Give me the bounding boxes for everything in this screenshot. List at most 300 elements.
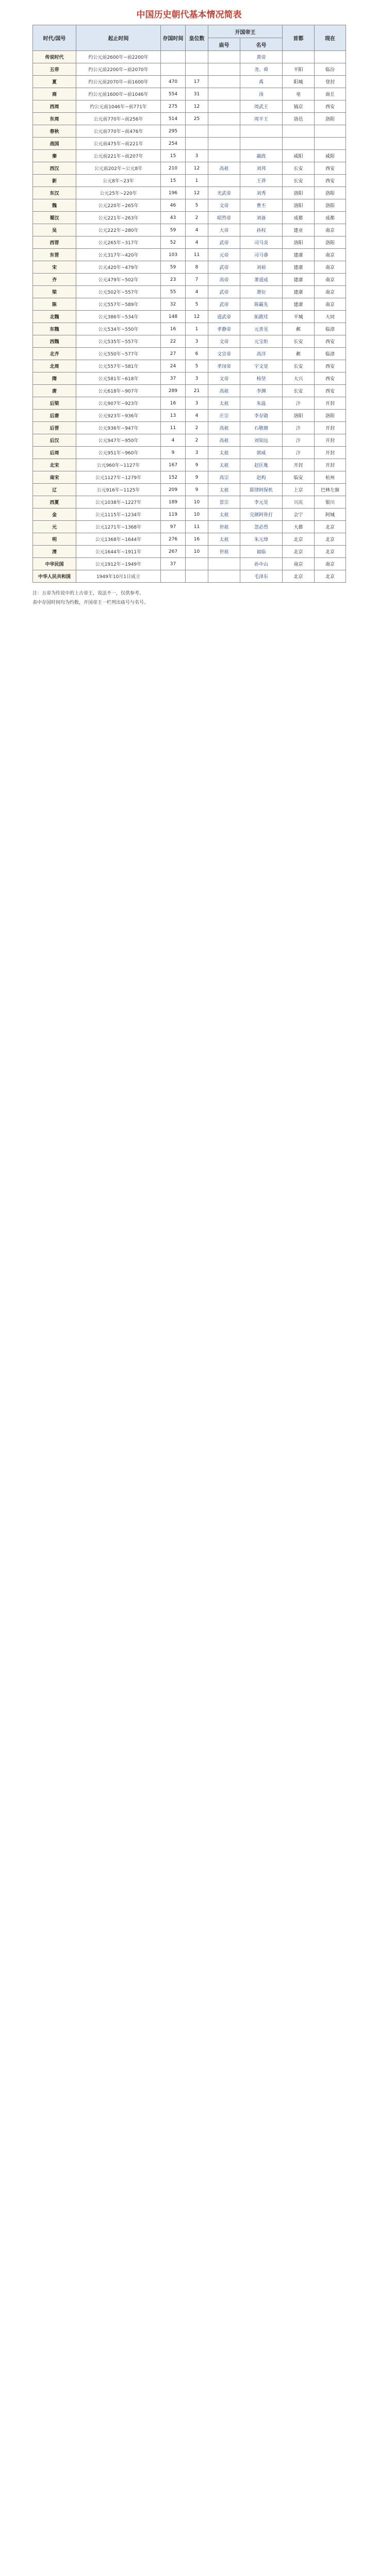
row-time: 公元前770年~前256年 [76, 113, 161, 125]
table-row [33, 162, 346, 175]
row-era: 南宋 [33, 471, 76, 484]
row-founder: 李渊 [240, 385, 283, 397]
row-era: 北齐 [33, 348, 76, 360]
row-time: 公元1271年~1368年 [76, 521, 161, 533]
row-time: 公元1127年~1279年 [76, 471, 161, 484]
row-temple-name: 太祖 [208, 397, 240, 410]
row-now: 北京 [315, 521, 346, 533]
row-temple-name: 高宗 [208, 471, 240, 484]
row-temple-name: 高祖 [208, 162, 240, 175]
row-era: 东汉 [33, 187, 76, 199]
row-time: 公元420年~479年 [76, 261, 161, 274]
row-now: 阿城 [315, 509, 346, 521]
row-temple-name [208, 558, 240, 570]
row-temple-name [208, 175, 240, 187]
row-duration: 9 [161, 447, 186, 459]
table-row [33, 323, 346, 335]
row-rulers: 4 [186, 224, 208, 236]
row-capital: 洛阳 [283, 187, 315, 199]
row-era: 后汉 [33, 434, 76, 447]
row-temple-name: 武帝 [208, 261, 240, 274]
row-duration: 55 [161, 286, 186, 298]
row-duration: 15 [161, 150, 186, 162]
row-temple-name: 孝闵帝 [208, 360, 240, 372]
row-time: 公元907年~923年 [76, 397, 161, 410]
row-time: 公元502年~557年 [76, 286, 161, 298]
row-temple-name [208, 100, 240, 113]
row-founder: 石敬瑭 [240, 422, 283, 434]
row-now: 洛阳 [315, 187, 346, 199]
row-time: 公元479年~502年 [76, 274, 161, 286]
row-duration: 13 [161, 410, 186, 422]
row-rulers: 4 [186, 410, 208, 422]
row-temple-name: 孝静帝 [208, 323, 240, 335]
row-rulers: 3 [186, 397, 208, 410]
table-row [33, 199, 346, 212]
row-capital: 平城 [283, 311, 315, 323]
row-founder [240, 138, 283, 150]
header-temple-name: 庙号 [208, 38, 240, 51]
row-rulers: 10 [186, 509, 208, 521]
table-row [33, 422, 346, 434]
row-rulers: 5 [186, 360, 208, 372]
row-founder: 孙权 [240, 224, 283, 236]
row-duration [161, 63, 186, 76]
row-founder: 陈霸先 [240, 298, 283, 311]
row-now: 杭州 [315, 471, 346, 484]
row-duration: 276 [161, 533, 186, 546]
row-era: 西周 [33, 100, 76, 113]
row-era: 北周 [33, 360, 76, 372]
header-era: 时代/国号 [33, 25, 76, 51]
row-capital: 建康 [283, 286, 315, 298]
row-duration: 59 [161, 224, 186, 236]
row-founder: 朱温 [240, 397, 283, 410]
row-time: 约公元前2600年~前2200年 [76, 51, 161, 63]
row-now: 临漳 [315, 348, 346, 360]
row-temple-name: 武帝 [208, 286, 240, 298]
table-row [33, 138, 346, 150]
row-time: 公元947年~950年 [76, 434, 161, 447]
row-now: 银川 [315, 496, 346, 509]
row-rulers: 1 [186, 323, 208, 335]
table-row [33, 274, 346, 286]
row-capital: 咸阳 [283, 150, 315, 162]
table-row [33, 150, 346, 162]
row-rulers: 3 [186, 150, 208, 162]
row-now: 南京 [315, 261, 346, 274]
row-rulers: 11 [186, 249, 208, 261]
row-now: 南京 [315, 249, 346, 261]
row-era: 西魏 [33, 335, 76, 348]
row-rulers: 2 [186, 212, 208, 224]
row-time: 公元386年~534年 [76, 311, 161, 323]
row-temple-name [208, 138, 240, 150]
row-now: 洛阳 [315, 199, 346, 212]
row-temple-name [208, 150, 240, 162]
row-capital: 汴 [283, 397, 315, 410]
row-duration: 23 [161, 274, 186, 286]
row-era: 商 [33, 88, 76, 100]
row-now: 南京 [315, 558, 346, 570]
header-personal-name: 名号 [240, 38, 283, 51]
row-capital: 长安 [283, 360, 315, 372]
row-founder: 刘邦 [240, 162, 283, 175]
row-time: 公元前221年~前207年 [76, 150, 161, 162]
row-era: 五帝 [33, 63, 76, 76]
row-era: 后梁 [33, 397, 76, 410]
row-duration: 275 [161, 100, 186, 113]
row-duration: 46 [161, 199, 186, 212]
row-time: 公元535年~557年 [76, 335, 161, 348]
row-founder: 元宝炬 [240, 335, 283, 348]
row-capital: 大兴 [283, 372, 315, 385]
row-temple-name [208, 88, 240, 100]
row-capital: 临安 [283, 471, 315, 484]
row-duration: 24 [161, 360, 186, 372]
row-founder: 禹 [240, 76, 283, 88]
row-duration: 289 [161, 385, 186, 397]
row-capital: 长安 [283, 162, 315, 175]
row-temple-name: 太祖 [208, 533, 240, 546]
row-time: 公元265年~317年 [76, 236, 161, 249]
row-now: 开封 [315, 397, 346, 410]
table-row [33, 51, 346, 63]
row-founder: 拓跋珪 [240, 311, 283, 323]
row-time: 公元951年~960年 [76, 447, 161, 459]
row-now: 北京 [315, 533, 346, 546]
table-row [33, 521, 346, 533]
table-row [33, 397, 346, 410]
header-capital: 首都 [283, 25, 315, 51]
table-row [33, 63, 346, 76]
row-capital: 邺 [283, 348, 315, 360]
row-rulers: 9 [186, 484, 208, 496]
row-rulers: 16 [186, 533, 208, 546]
table-row [33, 471, 346, 484]
row-era: 唐 [33, 385, 76, 397]
row-rulers [186, 558, 208, 570]
row-now: 开封 [315, 434, 346, 447]
row-time: 公元8年~23年 [76, 175, 161, 187]
row-era: 西夏 [33, 496, 76, 509]
row-temple-name: 高祖 [208, 434, 240, 447]
table-row [33, 335, 346, 348]
row-time: 公元317年~420年 [76, 249, 161, 261]
row-capital: 建康 [283, 261, 315, 274]
row-founder: 刘裕 [240, 261, 283, 274]
row-now: 北京 [315, 546, 346, 558]
row-temple-name: 太祖 [208, 509, 240, 521]
header-time: 起止时间 [76, 25, 161, 51]
row-time: 公元1368年~1644年 [76, 533, 161, 546]
row-now: 西安 [315, 162, 346, 175]
row-duration: 210 [161, 162, 186, 175]
row-rulers: 3 [186, 372, 208, 385]
row-duration: 22 [161, 335, 186, 348]
row-era: 战国 [33, 138, 76, 150]
row-duration: 32 [161, 298, 186, 311]
row-time: 公元923年~936年 [76, 410, 161, 422]
row-now [315, 51, 346, 63]
row-time: 公元534年~550年 [76, 323, 161, 335]
row-capital: 镐京 [283, 100, 315, 113]
row-now: 南京 [315, 286, 346, 298]
row-now: 开封 [315, 422, 346, 434]
row-temple-name: 庄宗 [208, 410, 240, 422]
row-temple-name: 世祖 [208, 546, 240, 558]
row-time: 公元936年~947年 [76, 422, 161, 434]
table-row [33, 484, 346, 496]
row-era: 辽 [33, 484, 76, 496]
row-duration: 59 [161, 261, 186, 274]
row-founder: 元善见 [240, 323, 283, 335]
row-duration: 37 [161, 558, 186, 570]
row-rulers: 31 [186, 88, 208, 100]
row-capital: 大都 [283, 521, 315, 533]
row-duration: 16 [161, 397, 186, 410]
row-era: 隋 [33, 372, 76, 385]
row-rulers: 5 [186, 298, 208, 311]
row-time: 公元1115年~1234年 [76, 509, 161, 521]
row-time: 公元960年~1127年 [76, 459, 161, 471]
dynasty-table [32, 25, 346, 583]
table-row [33, 558, 346, 570]
row-temple-name: 文帝 [208, 199, 240, 212]
row-time: 公元前202年~公元8年 [76, 162, 161, 175]
row-temple-name: 武帝 [208, 298, 240, 311]
row-era: 秦 [33, 150, 76, 162]
row-era: 吴 [33, 224, 76, 236]
row-rulers [186, 125, 208, 138]
table-row [33, 88, 346, 100]
row-founder: 郭威 [240, 447, 283, 459]
row-rulers [186, 51, 208, 63]
row-capital: 长安 [283, 385, 315, 397]
table-row [33, 236, 346, 249]
row-temple-name: 大帝 [208, 224, 240, 236]
row-rulers [186, 138, 208, 150]
row-era: 西汉 [33, 162, 76, 175]
row-era: 后唐 [33, 410, 76, 422]
row-rulers: 5 [186, 199, 208, 212]
row-founder: 汤 [240, 88, 283, 100]
row-capital: 南京 [283, 558, 315, 570]
row-era: 金 [33, 509, 76, 521]
row-rulers: 10 [186, 546, 208, 558]
row-rulers [186, 570, 208, 583]
row-time: 公元前770年~前476年 [76, 125, 161, 138]
row-rulers: 17 [186, 76, 208, 88]
row-era: 东晋 [33, 249, 76, 261]
row-duration: 470 [161, 76, 186, 88]
row-duration: 16 [161, 323, 186, 335]
row-temple-name [208, 125, 240, 138]
row-founder: 周武王 [240, 100, 283, 113]
row-temple-name: 太祖 [208, 459, 240, 471]
row-era: 明 [33, 533, 76, 546]
table-body [33, 51, 346, 583]
row-temple-name [208, 570, 240, 583]
row-era: 蜀汉 [33, 212, 76, 224]
row-founder: 刘备 [240, 212, 283, 224]
table-row [33, 175, 346, 187]
row-time: 公元916年~1125年 [76, 484, 161, 496]
table-row [33, 224, 346, 236]
table-row [33, 113, 346, 125]
table-row [33, 546, 346, 558]
table-row [33, 261, 346, 274]
table-row [33, 385, 346, 397]
row-era: 传说时代 [33, 51, 76, 63]
table-row [33, 348, 346, 360]
row-rulers: 25 [186, 113, 208, 125]
row-rulers: 9 [186, 459, 208, 471]
footnotes [32, 589, 346, 607]
row-temple-name: 道武帝 [208, 311, 240, 323]
row-now: 西安 [315, 175, 346, 187]
row-capital: 会宁 [283, 509, 315, 521]
table-row [33, 125, 346, 138]
row-founder: 司马睿 [240, 249, 283, 261]
row-founder: 福临 [240, 546, 283, 558]
row-era: 新 [33, 175, 76, 187]
row-rulers: 1 [186, 175, 208, 187]
row-now: 临汾 [315, 63, 346, 76]
row-founder: 萧道成 [240, 274, 283, 286]
row-era: 西晋 [33, 236, 76, 249]
row-rulers: 10 [186, 496, 208, 509]
row-capital: 汴 [283, 447, 315, 459]
row-time: 约公元前2200年~前2070年 [76, 63, 161, 76]
row-era: 陈 [33, 298, 76, 311]
table-row [33, 360, 346, 372]
row-now: 成都 [315, 212, 346, 224]
row-capital: 建康 [283, 298, 315, 311]
row-rulers: 2 [186, 434, 208, 447]
row-founder: 赵匡胤 [240, 459, 283, 471]
row-era: 后晋 [33, 422, 76, 434]
row-now: 开封 [315, 459, 346, 471]
row-capital: 北京 [283, 546, 315, 558]
row-temple-name: 太祖 [208, 484, 240, 496]
row-founder: 黄帝 [240, 51, 283, 63]
row-capital [283, 138, 315, 150]
row-founder: 萧衍 [240, 286, 283, 298]
row-temple-name: 文宣帝 [208, 348, 240, 360]
row-now: 商丘 [315, 88, 346, 100]
row-temple-name: 文帝 [208, 335, 240, 348]
row-time: 公元221年~263年 [76, 212, 161, 224]
row-rulers: 12 [186, 100, 208, 113]
row-rulers: 12 [186, 187, 208, 199]
row-founder: 孙中山 [240, 558, 283, 570]
row-capital: 洛阳 [283, 410, 315, 422]
row-temple-name [208, 76, 240, 88]
row-capital: 亳 [283, 88, 315, 100]
row-capital: 北京 [283, 533, 315, 546]
table-row [33, 509, 346, 521]
header-duration: 存国时间 [161, 25, 186, 51]
row-now: 西安 [315, 335, 346, 348]
row-temple-name: 光武帝 [208, 187, 240, 199]
row-duration [161, 51, 186, 63]
row-capital [283, 51, 315, 63]
row-rulers: 8 [186, 261, 208, 274]
row-now [315, 138, 346, 150]
row-founder: 朱元璋 [240, 533, 283, 546]
row-time: 公元1644年~1911年 [76, 546, 161, 558]
row-temple-name: 高祖 [208, 422, 240, 434]
table-row [33, 570, 346, 583]
table-row [33, 372, 346, 385]
row-era: 东周 [33, 113, 76, 125]
row-capital: 长安 [283, 175, 315, 187]
row-founder: 刘知远 [240, 434, 283, 447]
row-era: 北宋 [33, 459, 76, 471]
row-duration: 97 [161, 521, 186, 533]
row-era: 齐 [33, 274, 76, 286]
row-capital: 开封 [283, 459, 315, 471]
row-duration: 27 [161, 348, 186, 360]
row-temple-name: 武帝 [208, 236, 240, 249]
table-row [33, 298, 346, 311]
row-founder: 杨坚 [240, 372, 283, 385]
row-temple-name [208, 113, 240, 125]
row-now: 南京 [315, 224, 346, 236]
row-now: 开封 [315, 447, 346, 459]
row-era: 中华民国 [33, 558, 76, 570]
row-rulers: 7 [186, 274, 208, 286]
row-era: 魏 [33, 199, 76, 212]
table-row [33, 459, 346, 471]
row-founder: 高洋 [240, 348, 283, 360]
row-rulers: 12 [186, 162, 208, 175]
row-founder: 司马炎 [240, 236, 283, 249]
header-now: 现在 [315, 25, 346, 51]
row-founder: 毛泽东 [240, 570, 283, 583]
row-rulers: 4 [186, 286, 208, 298]
row-duration: 514 [161, 113, 186, 125]
row-temple-name: 元帝 [208, 249, 240, 261]
row-duration: 295 [161, 125, 186, 138]
row-duration: 15 [161, 175, 186, 187]
row-now: 巴林左旗 [315, 484, 346, 496]
row-rulers: 2 [186, 422, 208, 434]
row-duration: 43 [161, 212, 186, 224]
row-duration: 196 [161, 187, 186, 199]
row-temple-name: 世祖 [208, 521, 240, 533]
header-founder: 开国帝王 [208, 25, 283, 38]
row-rulers: 11 [186, 521, 208, 533]
row-capital: 洛阳 [283, 236, 315, 249]
table-row [33, 496, 346, 509]
row-duration: 148 [161, 311, 186, 323]
header-rulers: 皇位数 [186, 25, 208, 51]
row-time: 公元618年~907年 [76, 385, 161, 397]
row-now: 南京 [315, 298, 346, 311]
row-time: 公元1038年~1227年 [76, 496, 161, 509]
row-time: 公元581年~618年 [76, 372, 161, 385]
row-capital: 建康 [283, 249, 315, 261]
table-row [33, 434, 346, 447]
row-time: 公元25年~220年 [76, 187, 161, 199]
row-capital: 北京 [283, 570, 315, 583]
row-founder: 周平王 [240, 113, 283, 125]
row-now: 洛阳 [315, 113, 346, 125]
row-founder: 赵构 [240, 471, 283, 484]
row-era: 宋 [33, 261, 76, 274]
